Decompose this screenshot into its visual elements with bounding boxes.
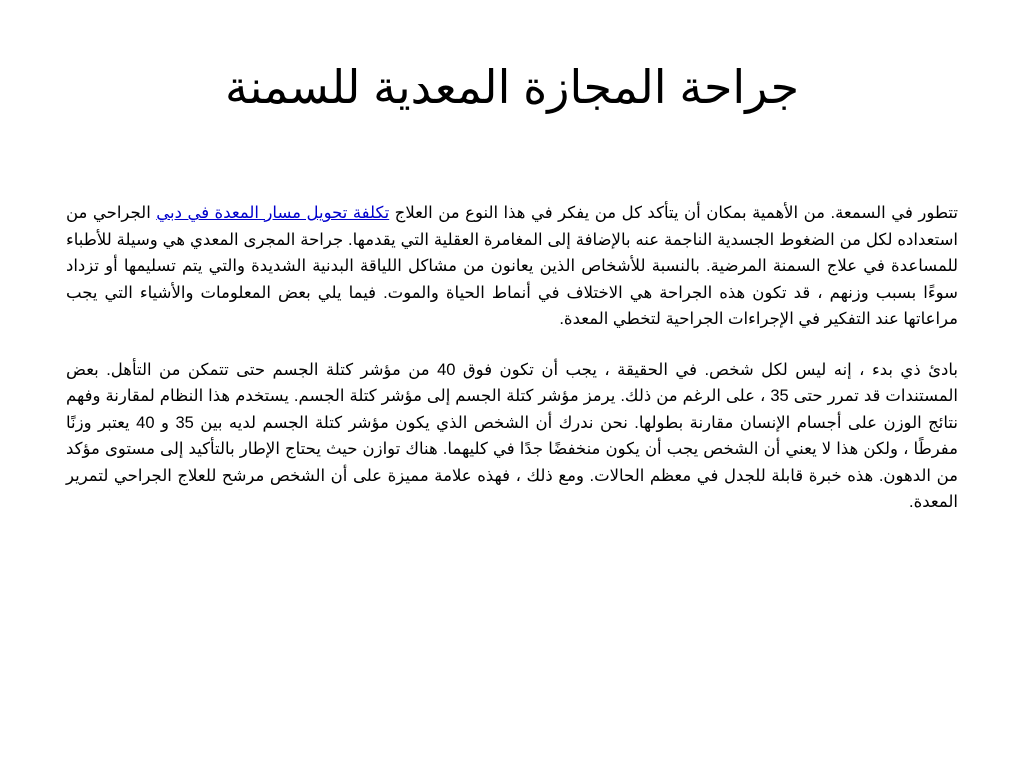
- slide-title: جراحة المجازة المعدية للسمنة: [224, 61, 800, 113]
- cost-link[interactable]: تكلفة تحويل مسار المعدة في دبي: [156, 204, 390, 222]
- paragraph-1-text-after-link: الجراحي من استعداده لكل من الضغوط الجسدية الناجمة عنه بالإضافة إلى المغامرة العقلية التي يقدمها. جراحة المجرى المعدي هي وسيلة للأطباء للمساعدة في علاج السمنة المرضية. بالنسبة للأشخاص الذين يعانون من مشاكل اللياقة البدنية الشديدة والتي يتم تسليمها أو تزداد سوءًا بسبب وزنهم ، قد تكون هذه الجراحة هي الاختلاف في أنماط الحياة والموت. فيما يلي بعض المعلومات والأشياء التي يجب مراعاتها عند التفكير في الإجراءات الجراحية لتخطي المعدة.: [66, 204, 958, 328]
- paragraph-1: [66, 200, 958, 333]
- paragraph-2: بادئ ذي بدء ، إنه ليس لكل شخص. في الحقيقة ، يجب أن تكون فوق 40 من مؤشر كتلة الجسم حتى تتمكن من التأهل. بعض المستندات قد تمرر حتى 35 ، على الرغم من ذلك. يرمز مؤشر كتلة الجسم إلى مؤشر كتلة الجسم. يستخدم هذا النظام لمقارنة وفهم نتائج الوزن على أجسام الإنسان مقارنة بطولها. نحن ندرك أن الشخص الذي يكون مؤشر كتلة الجسم لديه بين 35 و 40 يعتبر وزنًا مفرطًا ، ولكن هذا لا يعني أن الشخص يجب أن يكون منخفضًا جدًا في كليهما. هناك توازن حيث يحتاج الإطار بالتأكيد إلى مستوى مؤكد من الدهون. هذه خبرة قابلة للجدل في معظم الحالات. ومع ذلك ، فهذه علامة مميزة على أن الشخص مرشح للعلاج الجراحي لتمرير المعدة.: [66, 360, 959, 511]
- paragraph-1-text-before-link: تتطور في السمعة. من الأهمية بمكان أن يتأكد كل من يفكر في هذا النوع من العلاج: [389, 204, 958, 222]
- slide-body: [66, 200, 958, 540]
